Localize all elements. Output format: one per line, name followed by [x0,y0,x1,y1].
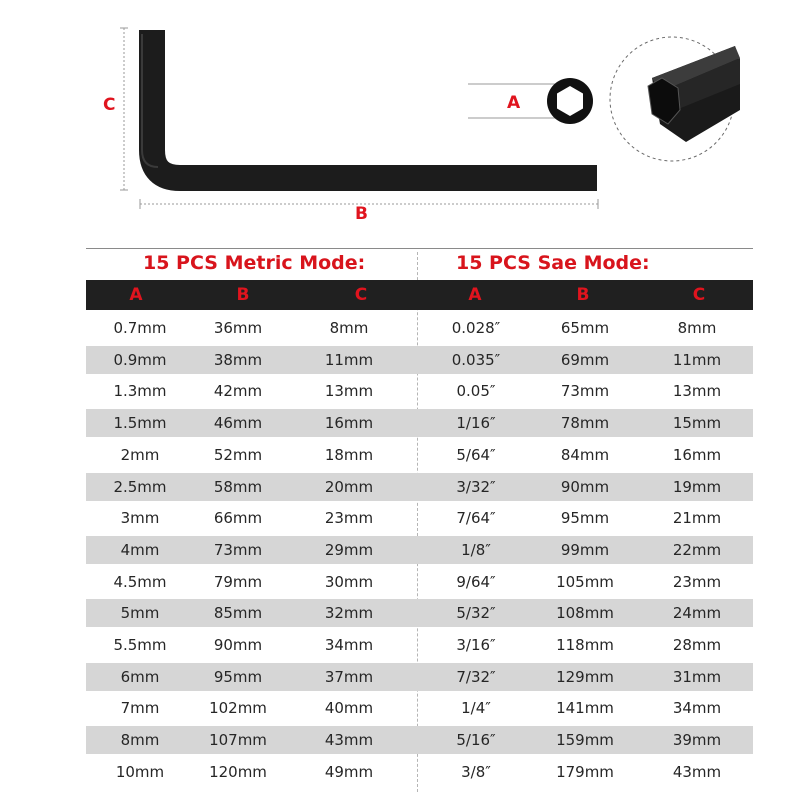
sae-cell-c: 22mm [672,540,722,559]
sae-cell-b: 108mm [556,604,614,623]
sae-cell-c: 16mm [672,445,722,464]
table-row [86,473,753,501]
table-row [86,504,753,532]
metric-cell-b: 38mm [213,350,263,369]
sae-cell-a: 9/64″ [456,572,496,591]
metric-header-b: B [236,285,250,305]
sae-cell-b: 65mm [560,319,610,337]
sae-cell-a: 7/64″ [456,509,496,528]
sae-cell-a: 0.028″ [451,319,501,337]
table-row [86,599,753,627]
sae-header-a: A [468,285,482,305]
sae-cell-c: 8mm [677,319,717,337]
sae-header-b: B [576,285,590,305]
metric-cell-c: 23mm [324,509,374,528]
table-row [86,409,753,437]
metric-cell-a: 8mm [120,731,160,750]
sae-cell-c: 19mm [672,477,722,496]
metric-cell-b: 46mm [213,414,263,433]
sae-cell-a: 3/32″ [456,477,496,496]
table-row [86,441,753,469]
metric-header-c: C [354,285,368,305]
sae-cell-b: 73mm [560,382,610,401]
sae-cell-b: 69mm [560,350,610,369]
metric-cell-b: 90mm [213,636,263,654]
table-row [86,663,753,691]
metric-cell-a: 2.5mm [113,477,167,496]
sae-title: 15 PCS Sae Mode: [456,252,650,274]
label-a: A [507,93,521,113]
hex-key-tip-icon [648,46,740,142]
sae-cell-c: 39mm [672,731,722,750]
sae-cell-c: 13mm [672,382,722,401]
sae-cell-b: 141mm [556,699,614,718]
sae-cell-a: 1/16″ [456,414,496,433]
metric-cell-a: 1.3mm [113,382,167,401]
sae-cell-a: 3/8″ [461,762,491,781]
metric-cell-c: 40mm [324,699,374,718]
hex-key-diagram [0,0,800,240]
table-row [86,346,753,374]
table-row [86,314,753,342]
table-row [86,726,753,754]
metric-cell-b: 107mm [209,731,267,750]
sae-cell-a: 3/16″ [456,636,496,654]
metric-cell-a: 4mm [120,540,160,559]
metric-cell-c: 49mm [324,762,374,781]
sae-cell-a: 0.05″ [456,382,496,401]
sae-cell-a: 5/32″ [456,604,496,623]
sae-cell-a: 7/32″ [456,667,496,686]
metric-cell-a: 6mm [120,667,160,686]
metric-cell-c: 32mm [324,604,374,623]
table-row [86,377,753,405]
table-row [86,568,753,596]
sae-cell-c: 24mm [672,604,722,623]
metric-cell-a: 4.5mm [113,572,167,591]
metric-cell-c: 18mm [324,445,374,464]
metric-cell-b: 73mm [213,540,263,559]
metric-cell-c: 20mm [324,477,374,496]
metric-cell-c: 13mm [324,382,374,401]
table-row [86,758,753,786]
metric-header-a: A [129,285,143,305]
hex-key-body [152,30,597,178]
metric-cell-b: 102mm [209,699,267,718]
label-c: C [103,95,116,115]
sae-cell-b: 95mm [560,509,610,528]
metric-cell-b: 58mm [213,477,263,496]
metric-cell-b: 36mm [213,319,263,337]
sae-cell-a: 1/4″ [461,699,491,718]
sae-cell-b: 78mm [560,414,610,433]
metric-cell-c: 29mm [324,540,374,559]
sae-cell-b: 90mm [560,477,610,496]
metric-cell-b: 79mm [213,572,263,591]
sae-header-c: C [692,285,706,305]
metric-cell-a: 0.7mm [113,319,167,337]
metric-cell-b: 85mm [213,604,263,623]
table-row [86,536,753,564]
sae-cell-c: 11mm [672,350,722,369]
metric-title: 15 PCS Metric Mode: [143,252,366,274]
metric-cell-b: 95mm [213,667,263,686]
metric-cell-a: 7mm [120,699,160,718]
metric-cell-a: 5.5mm [113,636,167,654]
sae-cell-b: 118mm [556,636,614,654]
metric-cell-a: 2mm [120,445,160,464]
metric-cell-a: 3mm [120,509,160,528]
table-row [86,631,753,659]
spec-table [0,248,800,800]
metric-cell-a: 5mm [120,604,160,623]
sae-cell-a: 5/64″ [456,445,496,464]
metric-cell-c: 43mm [324,731,374,750]
sae-cell-c: 21mm [672,509,722,528]
metric-cell-b: 66mm [213,509,263,528]
metric-cell-c: 37mm [324,667,374,686]
metric-cell-b: 52mm [213,445,263,464]
sae-cell-c: 34mm [672,699,722,718]
metric-cell-c: 30mm [324,572,374,591]
metric-cell-a: 10mm [115,762,165,781]
metric-cell-c: 16mm [324,414,374,433]
metric-cell-a: 1.5mm [113,414,167,433]
table-row [86,694,753,722]
sae-cell-c: 43mm [672,762,722,781]
sae-cell-c: 15mm [672,414,722,433]
sae-cell-a: 5/16″ [456,731,496,750]
sae-cell-a: 1/8″ [461,540,491,559]
sae-cell-b: 99mm [560,540,610,559]
metric-cell-c: 8mm [329,319,369,337]
sae-cell-b: 129mm [556,667,614,686]
sae-cell-c: 28mm [672,636,722,654]
table-header [86,280,753,310]
metric-cell-b: 120mm [209,762,267,781]
metric-cell-c: 34mm [324,636,374,654]
sae-cell-b: 179mm [556,762,614,781]
label-b: B [355,204,368,224]
hex-socket-icon [547,78,593,124]
metric-cell-b: 42mm [213,382,263,401]
sae-cell-a: 0.035″ [451,350,501,369]
top-divider [86,248,753,249]
metric-cell-c: 11mm [324,350,374,369]
sae-cell-c: 31mm [672,667,722,686]
sae-cell-b: 159mm [556,731,614,750]
sae-cell-c: 23mm [672,572,722,591]
metric-cell-a: 0.9mm [113,350,167,369]
sae-cell-b: 84mm [560,445,610,464]
sae-cell-b: 105mm [556,572,614,591]
